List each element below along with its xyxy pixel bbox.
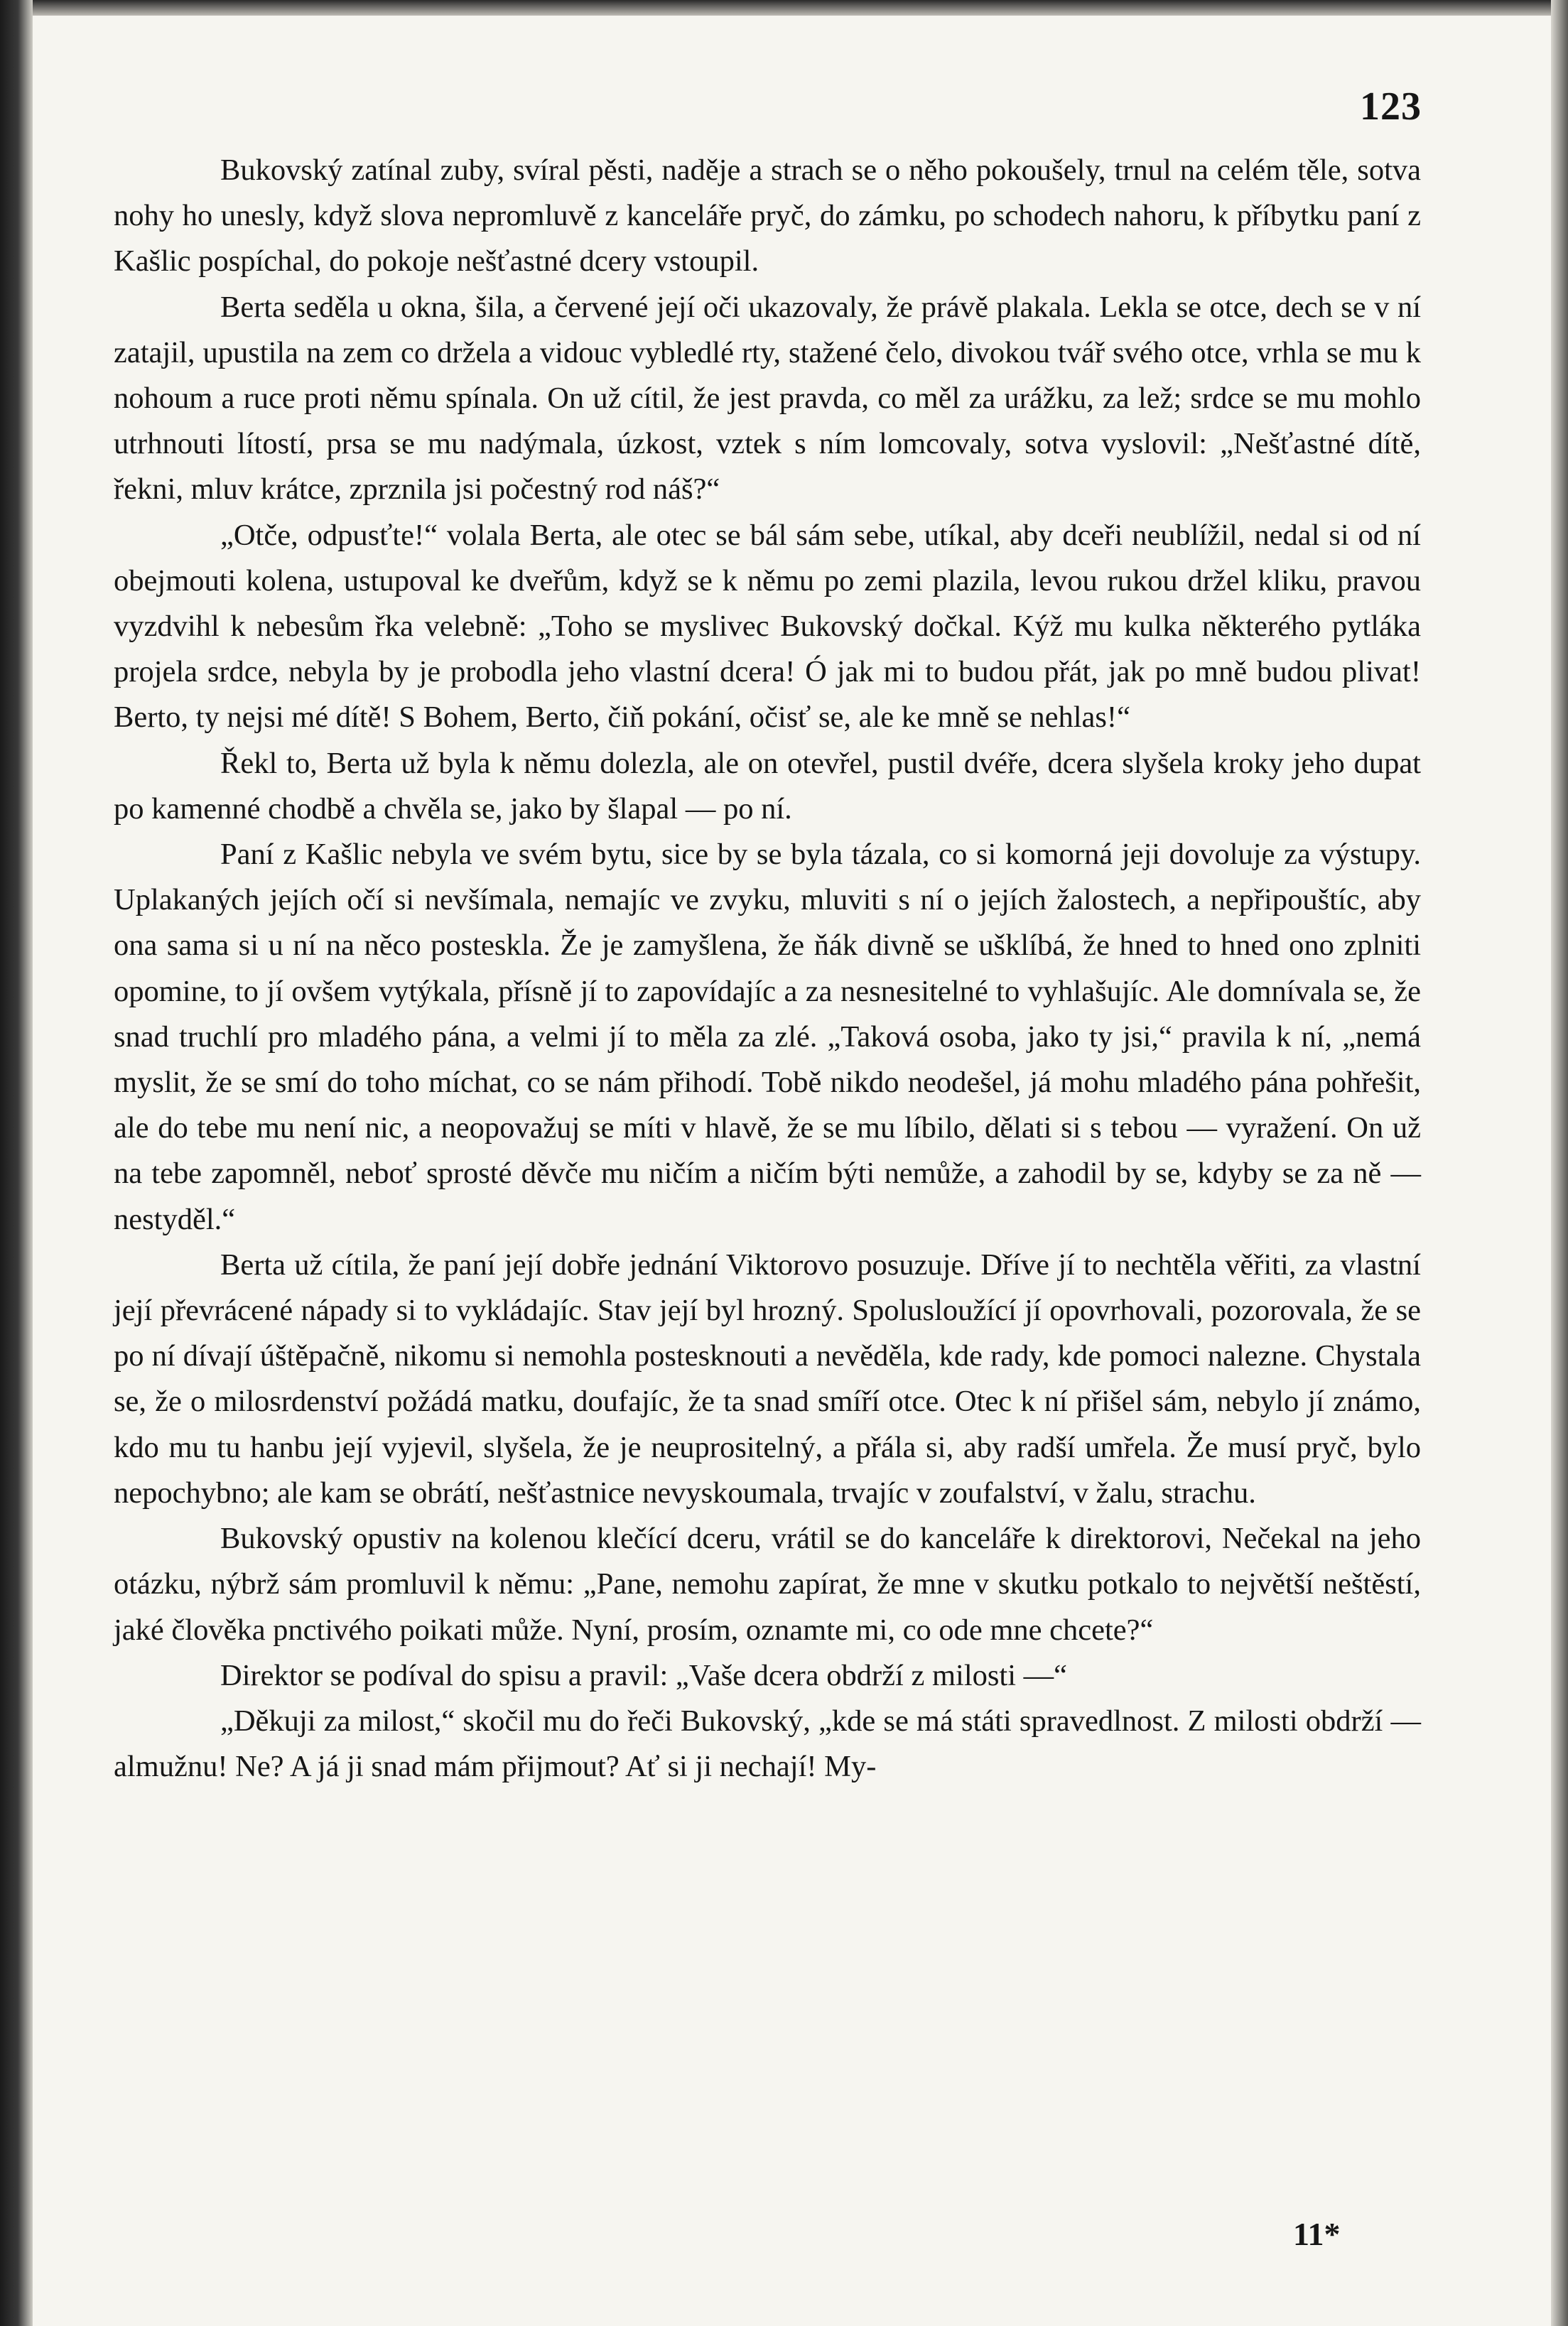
paragraph: Direktor se podíval do spisu a pravil: „Vaše dcera obdrží z milosti —“ [220, 1658, 1068, 1692]
paragraph: Bukovský zatínal zuby, svíral pěsti, naděje a strach se o něho pokoušely, trnul na celém těle, sotva nohy ho unesly, když slova nepromluvě z kanceláře pryč, do zámku, po schodech nahoru, k příbytku paní z Kašlic pospíchal, do pokoje nešťastné dcery vstoupil. [114, 153, 1421, 278]
signature-mark: 11* [1293, 2216, 1341, 2252]
paragraph: „Děkuji za milost,“ skočil mu do řeči Bukovský, „kde se má státi spravedlnost. Z milosti obdrží — almužnu! Ne? A já ji snad mám přijmout? Ať si ji nechají! My- [114, 1704, 1421, 1784]
paragraph: Bukovský opustiv na kolenou klečící dceru, vrátil se do kanceláře k direktorovi, Nečekal na jeho otázku, nýbrž sám promluvil k němu: „Pane, nemohu zapírat, že mne v skutku potkalo to největší neštěstí, jaké člověka pnctivého poikati může. Nyní, prosím, oznamte mi, co ode mne chcete?“ [114, 1522, 1421, 1647]
page-number: 123 [1360, 85, 1422, 129]
scan-edge-left [0, 0, 33, 2326]
paragraph: Paní z Kašlic nebyla ve svém bytu, sice by se byla tázala, co si komorná jeji dovoluje za výstupy. Uplakaných jejích očí si nevšímala, nemajíc ve zvyku, mluviti s ní o jejích žalostech, a nepřipouštíc, aby ona sama si u ní na něco posteskla. Že je zamyšlena, že ňák divně se ušklíbá, že hned to hned ono zplniti opomine, to jí ovšem vytýkala, přísně jí to zapovídajíc a za nesnesitelné to vyhlašujíc. Ale domnívala se, že snad truchlí pro mladého pána, a velmi jí to měla za zlé. „Taková osoba, jako ty jsi,“ pravila k ní, „nemá myslit, že se smí do toho míchat, co se nám přihodí. Tobě nikdo neodešel, já mohu mladého pána pohřešit, ale do tebe mu není nic, a neopovažuj se míti v hlavě, že se mu líbilo, dělati si s tebou — vyražení. On už na tebe zapomněl, neboť sprosté děvče mu ničím a ničím býti nemůže, a zahodil by se, kdyby se za ně — nestyděl.“ [114, 838, 1421, 1236]
paragraph: „Otče, odpusťte!“ volala Berta, ale otec se bál sám sebe, utíkal, aby dceři neublížil, nedal si od ní obejmouti kolena, ustupoval ke dveřům, když se k němu po zemi plazila, levou rukou držel kliku, pravou vyzdvihl k nebesům řka velebně: „Toho se myslivec Bukovský dočkal. Kýž mu kulka některého pytláka projela srdce, nebyla by je probodla jeho vlastní dcera! Ó jak mi to budou přát, jak po mně budou plivat! Berto, ty nejsi mé dítě! S Bohem, Berto, čiň pokání, očisť se, ale ke mně se nehlas!“ [114, 518, 1421, 735]
paragraph: Berta seděla u okna, šila, a červené její oči ukazovaly, že právě plakala. Lekla se otce, dech se v ní zatajil, upustila na zem co držela a vidouc vybledlé rty, stažené čelo, divokou tvář svého otce, vrhla se mu k nohoum a ruce proti němu spínala. On už cítil, že jest pravda, co měl za urážku, za lež; srdce se mu mohlo utrhnouti lítostí, prsa se mu nadýmala, úzkost, vztek s ním lomcovaly, sotva vyslovil: „Nešťastné dítě, řekni, mluv krátce, zprznila jsi počestný rod náš?“ [114, 290, 1421, 507]
paragraph: Řekl to, Berta už byla k němu dolezla, ale on otevřel, pustil dvéře, dcera slyšela kroky jeho dupat po kamenné chodbě a chvěla se, jako by šlapal — po ní. [114, 746, 1421, 826]
paragraph: Berta už cítila, že paní její dobře jednání Viktorovo posuzuje. Dříve jí to nechtěla věřiti, za vlastní její převrácené nápady si to vykládajíc. Stav její byl hrozný. Spolusloužící jí opovrhovali, pozorovala, že se po ní dívají úštěpačně, nikomu si nemohla postesknouti a nevěděla, kde rady, kde pomoci nalezne. Chystala se, že o milosrdenství požádá matku, doufajíc, že ta snad smíří otce. Otec k ní přišel sám, nebylo jí známo, kdo mu tu hanbu její vyjevil, slyšela, že je neuprositelný, a přála si, aby radší umřela. Že musí pryč, bylo nepochybno; ale kam se obrátí, nešťastnice nevyskoumala, trvajíc v zoufalství, v žalu, strachu. [114, 1248, 1421, 1510]
body-text [114, 148, 1421, 1790]
scan-edge-top [33, 0, 1568, 16]
scan-edge-right [1551, 0, 1568, 2326]
